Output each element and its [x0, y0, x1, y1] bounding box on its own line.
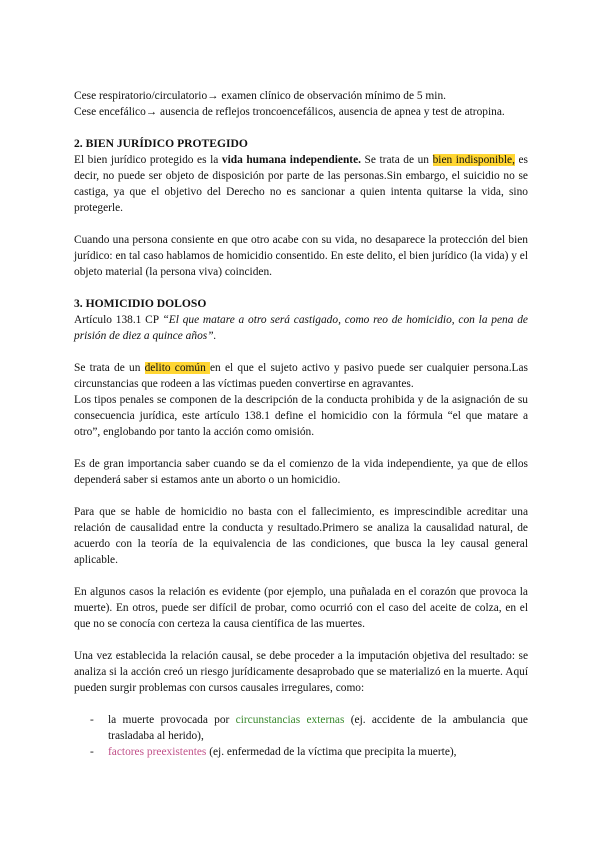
text-run: Se trata de un — [361, 154, 433, 166]
section-2-paragraph-1 — [74, 152, 528, 216]
text-run: (ej. accidente de la ambulancia que trasladaba al herido), — [108, 714, 528, 742]
bullet-dash: - — [90, 746, 94, 758]
highlighted-text: bien indisponible, — [432, 154, 515, 166]
section-3-paragraph-1 — [74, 360, 528, 392]
text-run: en el que el sujeto activo y pasivo puede ser cualquier persona.Las circunstancias que rodeen a las víctimas pueden convertirse en agravantes. — [74, 362, 528, 390]
highlighted-text: delito común — [144, 362, 210, 374]
irregular-causes-list — [74, 712, 528, 760]
section-3-paragraph-2: Los tipos penales se componen de la descripción de la conducta prohibida y de la asignación de su consecuencia jurídica, este artículo 138.1 define el homicidio con la fórmula “el que matare a otro”, englobando por tanto la acción como omisión. — [74, 394, 528, 438]
text-run: Se trata de un — [74, 362, 145, 374]
section-3-paragraph-6: Una vez establecida la relación causal, se debe proceder a la imputación objetiva del resultado: se analiza si la acción creó un riesgo jurídicamente desaprobado que se materializó en la muerte. Aquí pueden surgir problemas con cursos causales irregulares, como: — [74, 650, 528, 694]
article-quote: “El que matare a otro será castigado, como reo de homicidio, con la pena de prisión de diez a quince años”. — [74, 314, 528, 342]
intro-line-2: Cese encefálico→ ausencia de reflejos troncoencefálicos, ausencia de apnea y test de atropina. — [74, 106, 505, 118]
text-run: la muerte provocada por — [108, 714, 236, 726]
list-item — [74, 712, 528, 744]
text-run: es decir, no puede ser objeto de disposición por parte de las personas.Sin embargo, el suicidio no se castiga, ya que el objetivo del Derecho no es sancionar a quien intenta quitarse la vida, sino protegerle. — [74, 154, 528, 214]
text-run: El bien jurídico protegido es la — [74, 154, 222, 166]
colored-text: circunstancias externas — [235, 714, 345, 726]
section-3-paragraph-3: Es de gran importancia saber cuando se da el comienzo de la vida independiente, ya que de ellos dependerá saber si estamos ante un aborto o un homicidio. — [74, 458, 528, 486]
bold-text: vida humana independiente. — [221, 154, 361, 166]
section-3-paragraph-5: En algunos casos la relación es evidente (por ejemplo, una puñalada en el corazón que provoca la muerte). En otros, puede ser difícil de probar, como ocurrió con el caso del aceite de colza, en el que no se conocía con certeza la causa científica de las muertes. — [74, 586, 528, 630]
bullet-dash: - — [90, 714, 94, 726]
section-2-paragraph-2: Cuando una persona consiente en que otro acabe con su vida, no desaparece la protección del bien jurídico: en tal caso hablamos de homicidio consentido. En este delito, el bien jurídico (la vida) y el objeto material (la persona viva) coinciden. — [74, 234, 528, 278]
section-3-paragraph-4: Para que se hable de homicidio no basta con el fallecimiento, es imprescindible acreditar una relación de causalidad entre la conducta y resultado.Primero se analiza la causalidad natural, de acuerdo con la teoría de la equivalencia de las condiciones, que busca la ley causal general aplicable. — [74, 506, 528, 566]
section-3-heading: 3. HOMICIDIO DOLOSO — [74, 297, 207, 310]
colored-text: factores preexistentes — [108, 746, 207, 758]
article-citation — [74, 312, 528, 344]
list-item — [74, 744, 528, 760]
article-prefix: Artículo 138.1 CP — [74, 314, 163, 326]
intro-line-1: Cese respiratorio/circulatorio→ examen clínico de observación mínimo de 5 min. — [74, 90, 446, 102]
text-run: (ej. enfermedad de la víctima que precipita la muerte), — [206, 746, 457, 758]
section-2-heading: 2. BIEN JURÍDICO PROTEGIDO — [74, 137, 248, 150]
